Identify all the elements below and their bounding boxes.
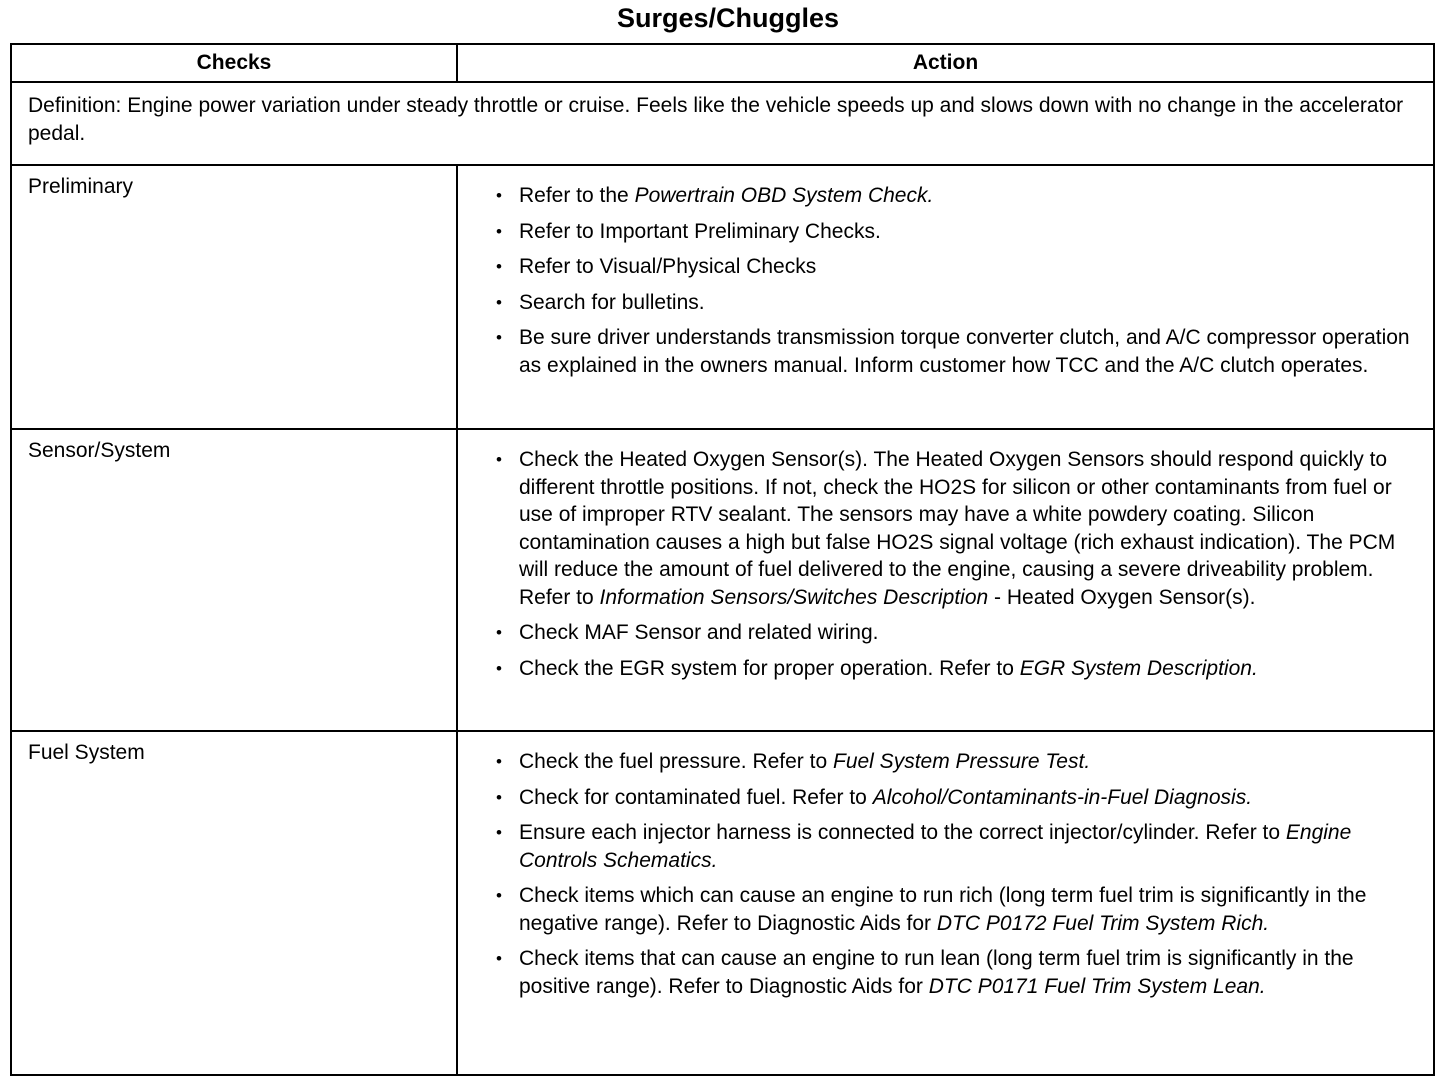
- action-column-header: Action: [457, 44, 1434, 82]
- action-item: • Check the fuel pressure. Refer to Fuel System Pressure Test.: [496, 748, 1419, 776]
- action-cell: [457, 731, 1434, 1075]
- action-item: • Refer to Visual/Physical Checks: [496, 253, 1419, 281]
- table-header-row: [11, 44, 1434, 82]
- reference-link: DTC P0171 Fuel Trim System Lean.: [928, 974, 1266, 998]
- action-item: • Check items which can cause an engine to run rich (long term fuel trim is significantly in the negative range). Refer to Diagnostic Aids for DTC P0172 Fuel Trim System Rich.: [496, 882, 1419, 937]
- action-item: • Refer to the Powertrain OBD System Check.: [496, 182, 1419, 210]
- action-list: [496, 748, 1419, 1000]
- reference-link: EGR System Description.: [1019, 656, 1258, 680]
- action-item: • Ensure each injector harness is connected to the correct injector/cylinder. Refer to Engine Controls Schematics.: [496, 819, 1419, 874]
- reference-link: Powertrain OBD System Check.: [634, 184, 934, 207]
- action-list: [496, 182, 1419, 379]
- definition-text: Definition: Engine power variation under steady throttle or cruise. Feels like the vehicle speeds up and slows down with no change in the accelerator pedal.: [11, 82, 1434, 165]
- reference-link: DTC P0172 Fuel Trim System Rich.: [936, 911, 1270, 935]
- action-item: • Check for contaminated fuel. Refer to Alcohol/Contaminants-in-Fuel Diagnosis.: [496, 784, 1419, 812]
- table-row-preliminary: [11, 165, 1434, 429]
- definition-row: [11, 82, 1434, 165]
- action-item: • Check the EGR system for proper operation. Refer to EGR System Description.: [496, 655, 1419, 683]
- check-label: Preliminary: [11, 165, 457, 429]
- reference-link: Information Sensors/Switches Description: [599, 585, 989, 609]
- page-title: Surges/Chuggles: [616, 3, 840, 33]
- action-item: • Search for bulletins.: [496, 289, 1419, 317]
- reference-link: Fuel System Pressure Test.: [833, 750, 1091, 773]
- diagnosis-table: [10, 43, 1435, 1076]
- action-item: • Check the Heated Oxygen Sensor(s). The Heated Oxygen Sensors should respond quickly to different throttle positions. If not, check the HO2S for silicon or other contaminants from fuel or use of improper RTV sealant. The sensors may have a white powdery coating. Silicon contamination causes a high but false HO2S signal voltage (rich exhaust indication). The PCM will reduce the amount of fuel delivered to the engine, causing a severe driveability problem. Refer to Information Sensors/Switches Description - Heated Oxygen Sensor(s).: [496, 446, 1419, 611]
- action-item: • Refer to Important Preliminary Checks.: [496, 218, 1419, 246]
- action-cell: [457, 165, 1434, 429]
- check-label: Sensor/System: [11, 429, 457, 731]
- action-item: • Check MAF Sensor and related wiring.: [496, 619, 1419, 647]
- reference-link: Engine Controls Schematics.: [519, 821, 1352, 872]
- action-item: • Be sure driver understands transmission torque converter clutch, and A/C compressor operation as explained in the owners manual. Inform customer how TCC and the A/C clutch operates.: [496, 324, 1419, 379]
- action-item: • Check items that can cause an engine to run lean (long term fuel trim is significantly in the positive range). Refer to Diagnostic Aids for DTC P0171 Fuel Trim System Lean.: [496, 945, 1419, 1000]
- reference-link: Alcohol/Contaminants-in-Fuel Diagnosis.: [872, 785, 1253, 809]
- table-row-fuel-system: [11, 731, 1434, 1075]
- action-list: [496, 446, 1419, 682]
- table-row-sensor-system: [11, 429, 1434, 731]
- checks-column-header: Checks: [11, 44, 457, 82]
- action-cell: [457, 429, 1434, 731]
- check-label: Fuel System: [11, 731, 457, 1075]
